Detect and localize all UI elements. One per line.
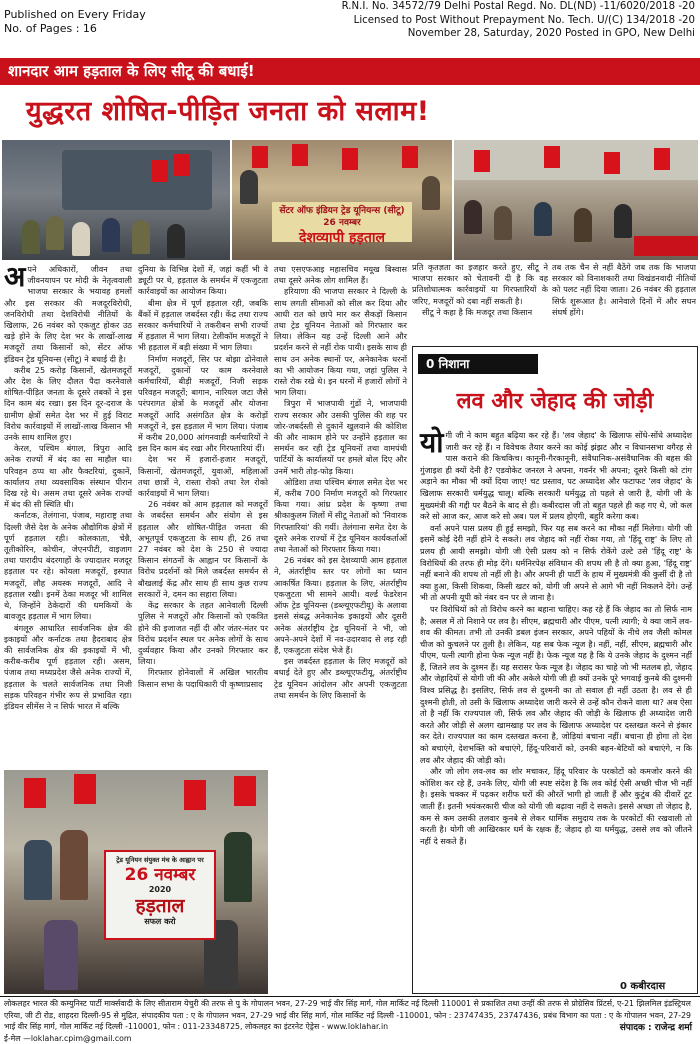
imprint-footer	[0, 996, 700, 1035]
placard-hartal: हड़ताल	[106, 895, 214, 917]
article-paragraph: करीब 25 करोड़ किसानों, खेतमजदूरों और देश के लिए दौलत पैदा करनेवाले शोषित-पीड़ित जनता के दूसरे तबकों ने इस दिन काम बंद रखा। इस दिन दूर-दराज के ग्रामीण क्षेत्रों समेत देश भर में हुई विराट विरोध कार्रवाइयों में लाखों-लाख किसान भी उनके साथ शामिल हुए।	[4, 365, 132, 443]
article-paragraph: बीमा क्षेत्र में पूर्ण हड़ताल रही, जबकि बैंकों में हड़ताल जबर्दस्त रही। केंद्र तथा राज्य सरकार कर्मचारियों ने तकरीबन सभी राज्यों में हड़ताल में भाग लिया। टेलीकॉम मजदूरों ने भी हड़ताल में बड़ी संख्या में भाग लिया।	[138, 298, 268, 354]
article-column-2	[138, 264, 268, 690]
rni-line: R.N.I. No. 34572/79 Delhi Postal Regd. No. DL(ND) -11/6020/2018 -20	[342, 0, 695, 14]
article-paragraph: प्रति कृतज्ञता का इजहार करते हुए, सीटू ने भाजपा सरकार को चेतावनी दी है कि वह प्रतिशोधात्मक कार्रवाइयों या गिरफ्तारियों के जरिए, मजदूरों को दबा नहीं सकती है।	[412, 262, 548, 307]
placard-year: 2020	[106, 885, 214, 895]
column-label: 0 निशाना	[418, 354, 538, 374]
article-paragraph: बंगलूरु आधारित सार्वजनिक क्षेत्र की इकाइयों और कर्नाटक तथा हैदराबाद क्षेत्र की सार्वजनिक क्षेत्र की इकाइयों में भी, करीब-करीब पूर्ण हड़ताल रही। असम, पंजाब तथा मध्यप्रदेश जैसे अनेक राज्यों में, हड़ताल के चलते सार्वजनिक तथा निजी सड़क परिवहन गंभीर रूप से प्रभावित रहा। इंडियन सीमेंस ने न सिर्फ भारत में बल्कि	[4, 623, 132, 713]
imprint-email: ई-मेल —loklahar.cpim@gmail.com	[4, 1033, 696, 1044]
article-paragraph: तब तक चैन से नहीं बैठेंगे जब तक कि भाजपा सरकार को विनाशकारी तथा विखंडनवादी नीतियों को पलट नहीं दिया जाता। 26 नवंबर की हड़ताल सिर्फ शुरूआत है। आनेवाले दिनों में और सघन संघर्ष होंगे।	[552, 262, 696, 318]
article-paragraph: कर्नाटक, तेलंगाना, पंजाब, महाराष्ट्र तथा दिल्ली जैसे देश के अनेक औद्योगिक क्षेत्रों में पूर्ण हड़ताल रही। कोलकाता, चेन्नै, तूतीकोरिन, कोचीन, जेएनपीटी, वाइजाग तथा पारादीप बंदरगाहों के ज्यादातर मजदूर हड़ताल पर रहे। कोयला मजदूरों, इस्पात मजदूरों, लौह अयस्क मजदूरों, आदि ने हड़ताल रखी। इनमें ठेका मजदूर भी शामिल थे, जिन्होंने ठेकेदारों की धमकियों के बावजूद हड़ताल में भाग लिया।	[4, 510, 132, 622]
article-text: पने अधिकारों, जीवन तथा जीवनयापन पर मोदी के नेतृत्ववाली भाजपा सरकार के भयावह हमलों और इस सरकार की मजदूरविरोधी, जनविरोधी तथा देशविरोधी नीतियों के खिलाफ, 26 नवंबर को एकजुट होकर उठ खड़े होने के लिए देश भर के लाखों-लाख मजदूरों तथा किसानों को, सेंटर ऑफ इंडियन ट्रेड यूनियन्स (सीटू) ने बधाई दी है।	[4, 264, 132, 364]
article-paragraph: देश भर में हजारों-हजार मजदूरों, किसानों, खेतमजदूरों, युवाओं, महिलाओं तथा छात्रों ने, रास्ता रोको तथा रेल रोको कार्रवाइयों में भाग लिया।	[138, 454, 268, 499]
article-paragraph: तथा एसएफआइ महासचिव मयूख बिस्वास तथा दूसरे अनेक लोग शामिल हैं।	[274, 264, 407, 286]
photo-protest-seated	[454, 140, 698, 260]
publication-info	[4, 8, 146, 36]
column-text: गी जी ने काम बहुत बढ़िया कर रहे हैं। 'लव जेहाद' के खिलाफ सोंधे-सोंधे अध्यादेश जारी कर रहे हैं। न विवेचक तैयार करने का कोई झंझट और न विधानसभा वगैरह से पास कराने की किचकिच। कानूनी-गैरकानूनी, संवैधानिक-असंवैधानिक की बहस की गुंजाइश ही क्यों देनी है? एडवोकेट जनरल ने अपना, गवर्नर भी अपना; दूसरे किसी को टांग अड़ाने का मौका भी क्यों दिया जाए! चट प्रस्ताव, पट अध्यादेश और फटाफट 'लव जेहाद' के खिलाफ सरकारी धर्मयुद्ध चालू। बल्कि सरकारी धर्मयुद्ध तो पहले से जारी है, योगी जी के मुख्यमंत्री की गद्दी पर बैठने के बाद से ही। कबीरदास जी तो बहुत पहले ही कह गए थे, जो कल करे सो आज कर, आज करे सो अब। पल में प्रलय होएगी, बहुरि करेगा कब।	[420, 430, 692, 521]
photo-banner-org: सेंटर ऑफ इंडियन ट्रेड यूनियन्स (सीटू)	[279, 206, 404, 216]
masthead	[0, 0, 700, 44]
column-dropcap: यो	[420, 430, 444, 456]
main-headline: युद्धरत शोषित-पीड़ित जनता को सलाम!	[0, 88, 700, 136]
editor-credit: संपादक : राजेन्द्र शर्मा	[620, 1020, 692, 1033]
article-paragraph: गिरफ्तार होनेवालों में अखिल भारतीय किसान सभा के पदाधिकारी पी कृष्णाप्रसाद	[138, 667, 268, 689]
article-paragraph: निर्माण मजदूरों, सिर पर बोझा ढोनेवाले मजदूरों, दुकानों पर काम करनेवाले कर्मचारियों, बीड़ी मजदूरों, निजी सड़क परिवहन मजदूरों; बागान, नारियल जटा जैसे परंपरागत क्षेत्रों के मजदूरों और योजना मजदूरों आदि असंगठित क्षेत्र के करोड़ों मजदूरों ने, इस हड़ताल में भाग लिया। पंजाब में करीब 20,000 आंगनवाड़ी कर्मचारियों ने इस दिन काम बंद रखा और गिरफ्तारियां दीं।	[138, 354, 268, 455]
license-line: Licensed to Post Without Prepayment No. Tech. U/(C) 134/2018 -20	[342, 14, 695, 28]
article-paragraph: 26 नवंबर को इस देशव्यापी आम हड़ताल ने, अंतर्राष्ट्रीय स्तर पर लोगों का ध्यान आकर्षित किया। हड़ताल के लिए, अंतर्राष्ट्रीय एकजुटता भी सामने आयी। वर्ल्ड फेडरेशन ऑफ ट्रेड यूनियन्स (डब्ल्यूएफटीयू) के अलावा इससे संबद्ध अनेकानेक इकाइयों और दूसरी अनेक अंतर्राष्ट्रीय ट्रेड यूनियनों ने भी, जो अपने-अपने देशों में नव-उदारवाद से लड़ रही हैं, एकजुटता संदेश भेजे हैं।	[274, 555, 407, 656]
column-paragraph	[420, 430, 692, 523]
publication-frequency: Published on Every Friday	[4, 8, 146, 22]
photo-rally-truck	[2, 140, 230, 260]
photo-banner-strike: देशव्यापी हड़ताल	[272, 229, 412, 247]
article-paragraph: ओडिशा तथा पश्चिम बंगाल समेत देश भर में, करीब 700 निर्माण मजदूरों को गिरफ्तार किया गया। आंध्र प्रदेश के कृष्णा तथा श्रीकाकुलम जिलों में सीटू नेताओं को 'निवारक गिरफ्तारियां' की गयीं। तेलंगाना समेत देश के दूसरे अनेक राज्यों में ट्रेड यूनियन कार्यकर्ताओं तथा नेताओं को गिरफ्तार किया गया।	[274, 477, 407, 555]
placard-call: ट्रेड यूनियन संयुक्त मंच के आह्वान पर	[106, 852, 214, 865]
article-column-1	[4, 264, 132, 712]
column-title: लव और जेहाद की जोड़ी	[412, 378, 698, 426]
strike-placard	[104, 850, 216, 940]
article-paragraph: दुनिया के विभिन्न देशों में, जहां कहीं भी वे ड्यूटी पर थे, हड़ताल के समर्थन में एकजुटता कार्रवाइयों का आयोजन किया।	[138, 264, 268, 298]
article-paragraph: 26 नवंबर को आम हड़ताल को मजदूरों के जबर्दस्त समर्थन और संयोग से इस हड़ताल और शोषित-पीड़ित जनता की अभूतपूर्व एकजुटता के साथ ही, 26 तथा 27 नवंबर को देश के 250 से ज्यादा किसान संगठनों के आह्वान पर किसानों के विरोध प्रदर्शनों को मिले जबर्दस्त समर्थन से बौखलाई केंद्र और साथ ही साथ कुछ राज्य सरकारों ने, दमन का सहारा लिया।	[138, 499, 268, 600]
dropcap: अ	[4, 264, 25, 290]
placard-date: 26 नवम्बर	[106, 865, 214, 885]
red-banner: शानदार आम हड़ताल के लिए सीटू की बधाई!	[0, 58, 700, 85]
article-paragraph	[4, 264, 132, 365]
imprint-text: लोकलहर भारत की कम्युनिस्ट पार्टी मार्क्सवादी के लिए सीताराम येचुरी की तरफ से पु के गोपालन भवन, 27-29 भाई वीर सिंह मार्ग, गोल मार्किट नई दिल्ली 110001 से प्रकाशित तथा उन्हीं की तरफ से प्रोग्रेसिव प्रिंटर्स, ए-21 झिलमिल इंडस्ट्रियल एरिया, जी टी रोड, शाहदरा दिल्ली-95 से मुद्रित, संपादकीय पता : ए के गोपालन भवन, 27-29 भाई वीर सिंह मार्ग, गोल मार्किट नई दिल्ली -110001, फोन : 23747435, 23747436, प्रबंध विभाग का पता : ए के गोपालन भवन, 27-29 भाई वीर सिंह मार्ग, गोल मार्किट नई दिल्ली -110001, फोन : 011-23348725, लोकलहर का इंटरनेट ऐड्रेस - www.loklahar.in	[4, 998, 696, 1033]
page-count: No. of Pages : 16	[4, 22, 146, 36]
article-column-3	[274, 264, 407, 701]
photo-banner	[272, 202, 412, 242]
column-paragraph: वर्ना अपने पास प्रलय ही हुई समझो, फिर यह सब करने का मौका नहीं मिलेगा। योगी जी इसमें कोई देरी नहीं होने दे सकते। लव जेहाद को नहीं रोका गया, तो 'हिंदू राष्ट्र' के लिए तो प्रलय ही आयी समझो। योगी जी ऐसी प्रलय को न सिर्फ रोकेंगे उल्टे उसे 'हिंदू राष्ट्र' के विरोधियों की तरफ ही मोड़ देंगे। धर्मनिरपेक्ष संविधान की शपथ ली है तो क्या हुआ, 'हिंदू राष्ट्र' नहीं बनाने की शपथ तो नहीं ली है। और अपनी ही पार्टी के हाथ में मुख्यमंत्री की कुर्सी दी है तो क्या हुआ, किसी शिकवा, किसी खटर को, योगी जी अपने से आगे भी नहीं निकलने देंगे। उन्हें भी तो अपनी यूपी को नंबर वन पर ले जाना है।	[420, 523, 692, 604]
photo-banner-date: 26 नवम्बर	[323, 218, 360, 228]
article-paragraph: सीटू ने कहा है कि मजदूर तथा किसान	[412, 307, 548, 318]
column-signature: 0 कबीरदास	[620, 978, 665, 992]
article-paragraph: हरियाणा की भाजपा सरकार ने दिल्ली के साथ लगती सीमाओं को सील कर दिया और आधी रात को छापे मार कर सैकड़ों किसान तथा ट्रेड यूनियन नेताओं को गिरफ्तार कर लिया। लेकिन यह उन्हें दिल्ली आने और प्रदर्शन करने से नहीं रोक पायी। इसके साथ ही साथ उन अनेक स्थानों पर, अनेकानेक धरनों का भी आयोजन किया गया, जहां पुलिस ने रास्ते रोक रखे थे। इन धरनों में हजारों लोगों ने भाग लिया।	[274, 286, 407, 398]
column-paragraph: पर विरोधियों को तो विरोध करने का बहाना चाहिए। कह रहे हैं कि जेहाद का तो सिर्फ नाम है; असल में तो निशाने पर लव है। सीएम, ब्रह्मचारी और पीएम, पत्नी त्यागी; ये क्या जानें लव-शव की कीमत। तभी तो उनकी डबल इंजन सरकार, अपने पहियों के नीचे लव जैसी कोमल चीज को कुचलने पर तुली है। लेकिन, यह सब फेक न्यूज है। नहीं, नहीं, सीएम, ब्रह्मचारी और पीएम, पत्नी त्यागी होना फेक न्यूज नहीं है। फेक न्यूज यह है कि ये उनके जेहाद के दुश्मन नहीं हैं, जितने लव के दुश्मन हैं। यह सरासर फेक न्यूज है। जेहाद का चाहे जो भी मतलब हो, जेहाद और जेहादियों से योगी जी की और अकेले योगी जी ही क्यों उनके पूरे भगवाई कुनबे की दुश्मनी विश्व प्रसिद्ध है। इसलिए, सिर्फ लव से दुश्मनी का तो सवाल ही नहीं उठता है। लव से ही दुश्मनी होती, तो उसी के खिलाफ अध्यादेश जारी करने से उन्हें कौन रोकने वाला था? अब ऐसा तो है नहीं कि राज्यपाल जी, सिर्फ लव और जेहाद की जोड़ी के खिलाफ ही अध्यादेश जारी करते और जोड़ी से अलग खामखाह पर लव के खिलाफ अध्यादेश पर दस्तखत करने से इंकार कर देते। राज्यपाल का काम दस्तखत करना है, जोड़ियां बचाना नहीं। बचाना ही होगा तो देश को बचाएंगे, देशभक्ति को बचाएंगे, हिंदू-परिवारों को, उनकी बहन-बेटियों को बचाएंगे, न कि लव और जेहाद की जोड़ी को।	[420, 604, 692, 766]
photo-strike-protesters	[4, 770, 268, 994]
article-column-5	[552, 262, 696, 318]
date-line: November 28, Saturday, 2020 Posted in GPO, New Delhi	[342, 27, 695, 41]
article-column-4	[412, 262, 548, 318]
photo-citu-rally	[232, 140, 452, 260]
column-body	[420, 430, 692, 847]
article-paragraph: इस जबर्दस्त हड़ताल के लिए मजदूरों को बधाई देते हुए और डब्ल्यूएफटीयू, अंतर्राष्ट्रीय ट्रेड यूनियन आंदोलन और अपनी एकजुटता तथा समर्थन के लिए किसानों के	[274, 656, 407, 701]
article-paragraph: केंद्र सरकार के तहत आनेवाली दिल्ली पुलिस ने मजदूरों और किसानों को एकत्रित होने की इजाजत नहीं दी और जंतर-मंतर पर विरोध प्रदर्शन स्थल पर अनेक लोगों के साथ दुर्व्यवहार किया और उनको गिरफ्तार कर लिया।	[138, 600, 268, 667]
article-paragraph: त्रिपुरा में भाजपायी गुंडों ने, भाजपायी राज्य सरकार और उसकी पुलिस की शह पर जोर-जबर्दस्ती से दुकानें खुलवाने की कोशिश की और नाकाम होने पर उन्होंने हड़ताल का समर्थन कर रही ट्रेड यूनियनों तथा वामपंथी पार्टियों के कार्यालयों पर हमले बोल दिए और उनमें भारी तोड़-फोड़ किया।	[274, 398, 407, 476]
registration-info	[342, 0, 695, 41]
column-paragraph: और जो लोग लव-लव का शोर मचाकर, हिंदू परिवार के परकोटों को कमजोर करने की कोशिश कर रहे हैं, उनके लिए, योगी जी स्पष्ट संदेश है कि लव कोई ऐसी अच्छी चीज भी नहीं है। इसके चक्कर में पढ़कर शरीफ घरों की औरतें भागी हो जाती हैं और कुटुंब की दीवारें टूट जाती हैं। इतनी भयंकरकारी चीज को योगी जी बढ़ावा नहीं दे सकते। इससे अच्छा तो जेहाद है, कम से कम उसकी तलवार कुनबे से लेकर धार्मिक समुदाय तक के परकोटों की रखवाली तो करती है। योगी जी आखिरकार धर्म के रक्षक हैं; जेहाद हो या धर्मयुद्ध, उससे लव को जीतने नहीं दे सकते हैं।	[420, 766, 692, 847]
article-paragraph: केरल, पश्चिम बंगाल, त्रिपुरा आदि अनेक राज्यों में बंद का सा माहौल था। परिवहन ठप्प था और फैक्टरियां, दुकानें, कार्यालय तथा व्यवसायिक संस्थान पीरान दिख रहे थे। असम तथा दूसरे अनेक राज्यों में बंद की सी स्थिति थी।	[4, 443, 132, 510]
placard-tag: सफल करो	[106, 917, 214, 927]
